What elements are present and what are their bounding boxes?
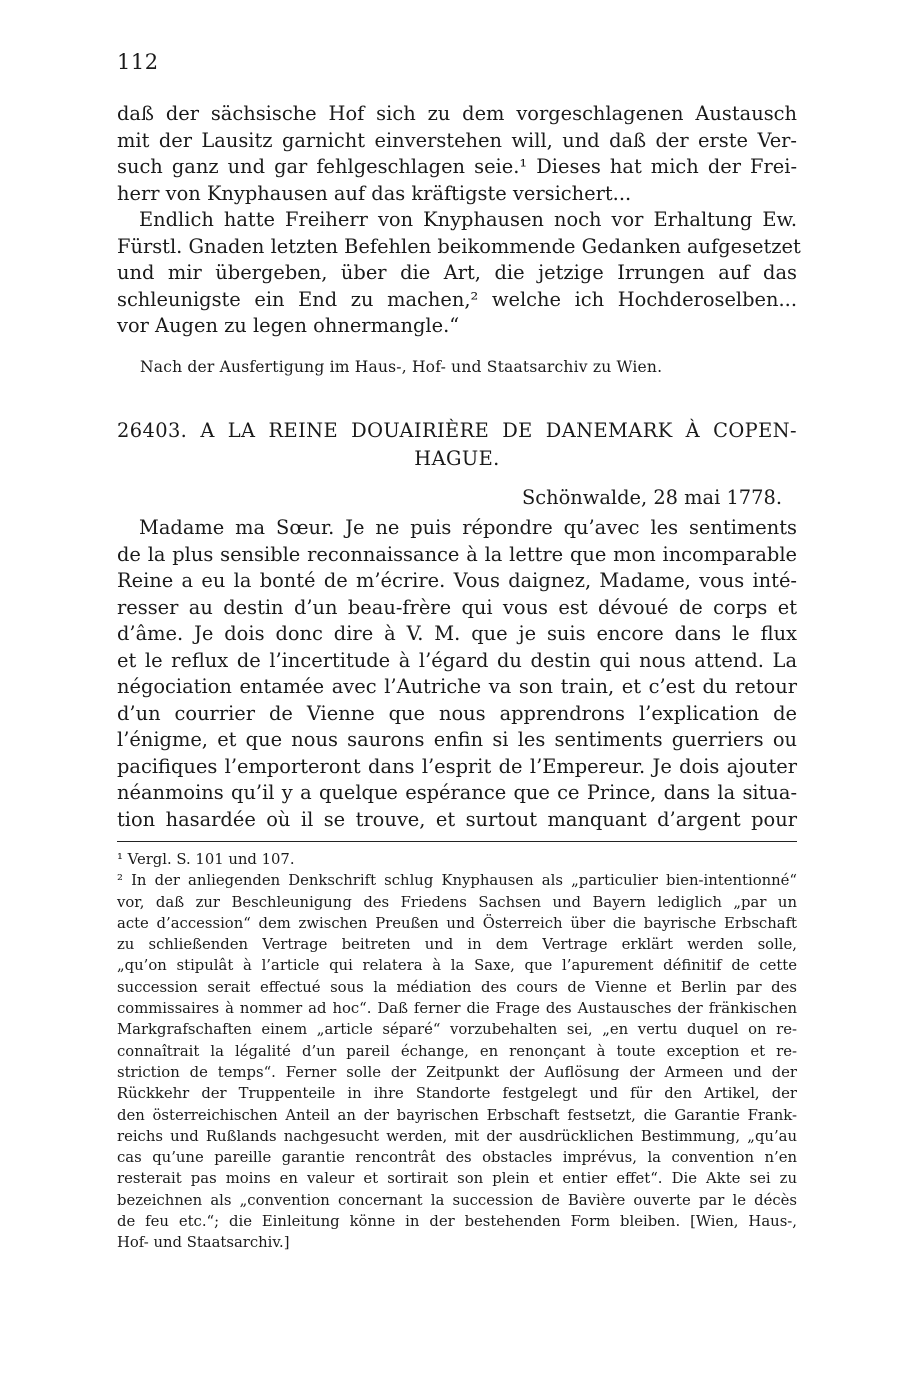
footnote-divider: [117, 841, 797, 842]
text-line: Fürstl. Gnaden letzten Befehlen beikommende Gedanken aufgesetzet: [117, 234, 801, 258]
footnote-line: ² In der anliegenden Denkschrift schlug Knyphausen als „particulier bien-intentionné“: [117, 872, 797, 890]
text-line: daß der sächsische Hof sich zu dem vorgeschlagenen Austausch: [117, 102, 797, 125]
top-paragraph: [117, 101, 801, 340]
footnote-line: resterait pas moins en valeur et sortirait son plein et entier effet“. Die Akte sei zu: [117, 1170, 797, 1188]
text-line: Reine a eu la bonté de m’écrire. Vous daignez, Madame, vous inté-: [117, 569, 797, 592]
text-line: d’un courrier de Vienne que nous apprendrons l’explication de: [117, 701, 797, 725]
footnote-line: zu schließenden Vertrage beitreten und in dem Vertrage erklärt werden solle,: [117, 936, 797, 954]
text-line: négociation entamée avec l’Autriche va son train, et c’est du retour: [117, 675, 797, 698]
footnote-line: Rückkehr der Truppenteile in ihre Standorte festgelegt und für den Artikel, der: [117, 1085, 797, 1103]
footnote-line: Markgrafschaften einem „article séparé“ vorzubehalten sei, „en vertu duquel on re-: [117, 1021, 797, 1039]
footnote-line: de feu etc.“; die Einleitung könne in der bestehenden Form bleiben. [Wien, Haus-,: [117, 1213, 797, 1231]
text-line: schleunigste ein End zu machen,² welche ich Hochderoselben...: [117, 287, 797, 311]
dateline: Schönwalde, 28 mai 1778.: [521, 486, 782, 509]
letter-body: [117, 515, 797, 833]
footnote-line: striction de temps“. Ferner solle der Zeitpunkt der Auflösung der Armeen und der: [117, 1063, 797, 1081]
text-line: néanmoins qu’il y a quelque espérance que ce Prince, dans la situa-: [117, 781, 797, 804]
footnote-line: den österreichischen Anteil an der bayrischen Erbschaft festsetzt, die Garantie Frank-: [117, 1106, 797, 1124]
text-line: vor Augen zu legen ohnermangle.“: [117, 314, 460, 337]
text-line: tion hasardée où il se trouve, et surtout manquant d’argent pour: [117, 807, 797, 831]
source-note: Nach der Ausfertigung im Haus-, Hof- und Staatsarchiv zu Wien.: [140, 358, 663, 376]
text-line: und mir übergeben, über die Art, die jetzige Irrungen auf das: [117, 261, 797, 284]
text-line: mit der Lausitz garnicht einverstehen will, und daß der erste Ver-: [117, 128, 797, 152]
text-line: d’âme. Je dois donc dire à V. M. que je suis encore dans le flux: [117, 622, 797, 645]
footnote-line: commissaires à nommer ad hoc“. Daß ferner die Frage des Austausches der fränkischen: [117, 1000, 797, 1018]
footnote-line: succession serait effectué sous la médiation des cours de Vienne et Berlin par des: [117, 978, 797, 996]
text-line: et le reflux de l’incertitude à l’égard du destin qui nous attend. La: [117, 648, 797, 672]
footnote-line: connaîtrait la légalité d’un pareil échange, en renonçant à toute exception et re-: [117, 1042, 797, 1060]
footnote-line: vor, daß zur Beschleunigung des Friedens Sachsen und Bayern lediglich „par un: [117, 893, 797, 911]
heading-line-1: 26403. A LA REINE DOUAIRIÈRE DE DANEMARK À COPEN-: [117, 419, 797, 442]
text-line: such ganz und gar fehlgeschlagen seie.¹ Dieses hat mich der Frei-: [117, 155, 797, 178]
text-line: resser au destin d’un beau-frère qui vous est dévoué de corps et: [117, 595, 797, 619]
footnote-line: ¹ Vergl. S. 101 und 107.: [117, 851, 295, 868]
page-number: 112: [117, 50, 159, 74]
text-line: pacifiques l’emporteront dans l’esprit de l’Empereur. Je dois ajouter: [117, 754, 797, 778]
footnote-line: acte d’accession“ dem zwischen Preußen und Österreich über die bayrische Erbschaft: [117, 914, 797, 932]
text-line: de la plus sensible reconnaissance à la lettre que mon incomparable: [117, 542, 797, 566]
footnote-line: Hof- und Staatsarchiv.]: [117, 1234, 290, 1252]
text-line: l’énigme, et que nous saurons enfin si les sentiments guerriers ou: [117, 728, 797, 751]
document-heading: [117, 417, 797, 473]
footnotes: [117, 849, 797, 1254]
text-line: Endlich hatte Freiherr von Knyphausen noch vor Erhaltung Ew.: [139, 208, 797, 231]
footnote-line: „qu’on stipulât à l’article qui relatera à la Saxe, que l’apurement définitif de cette: [117, 957, 797, 975]
footnote-line: cas qu’une pareille garantie rencontrât des obstacles imprévus, la convention n’en: [117, 1149, 797, 1167]
heading-line-2: HAGUE.: [414, 447, 500, 470]
footnote-line: bezeichnen als „convention concernant la succession de Bavière ouverte par le décès: [117, 1191, 797, 1209]
text-line: herr von Knyphausen auf das kräftigste versichert...: [117, 181, 632, 205]
text-line: Madame ma Sœur. Je ne puis répondre qu’avec les sentiments: [139, 516, 797, 539]
footnote-line: reichs und Rußlands nachgesucht werden, mit der ausdrücklichen Bestimmung, „qu’au: [117, 1127, 797, 1145]
